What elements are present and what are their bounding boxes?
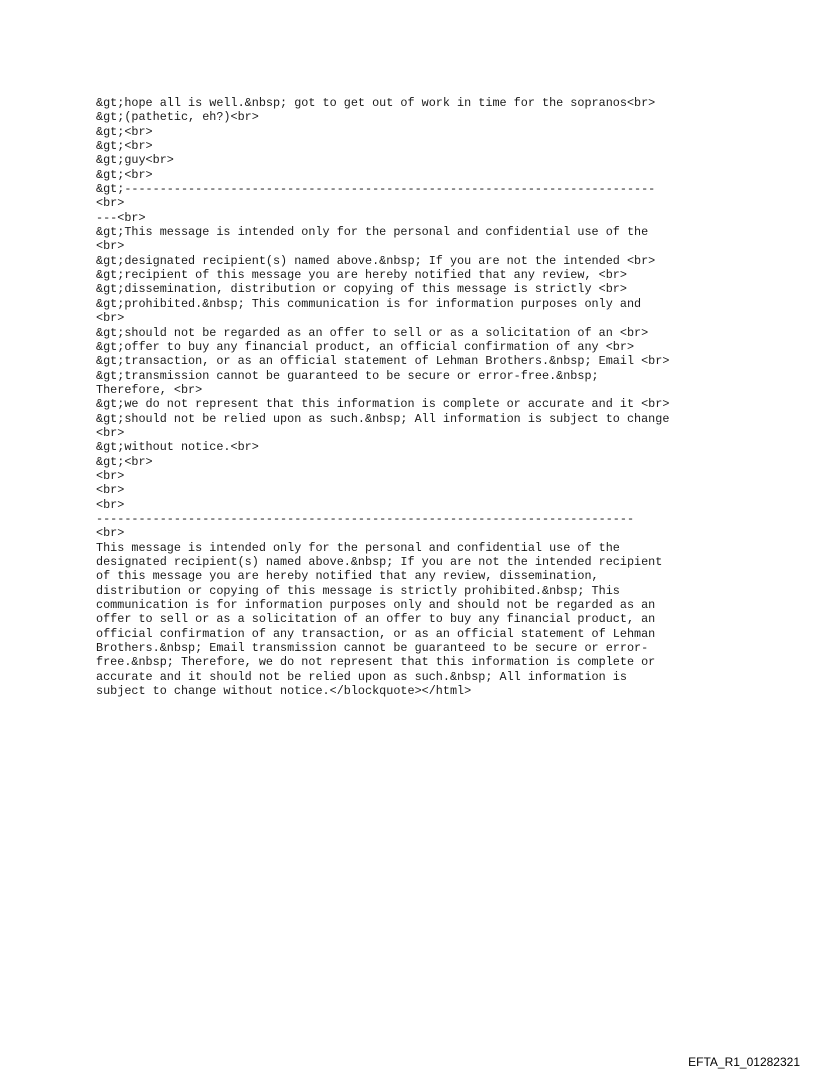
text-line: &gt;without notice.<br>	[96, 440, 259, 455]
disclaimer-line: Brothers.&nbsp; Email transmission cannot be guaranteed to be secure or error-	[96, 641, 649, 656]
text-line: &gt;should not be regarded as an offer to sell or as a solicitation of an <br>	[96, 325, 649, 340]
text-line: &gt;recipient of this message you are hereby notified that any review, <br>	[96, 268, 627, 283]
text-line: &gt;dissemination, distribution or copying of this message is strictly <br>	[96, 282, 627, 297]
disclaimer-line: accurate and it should not be relied upon as such.&nbsp; All information is	[96, 669, 627, 684]
text-line: <br>	[96, 425, 125, 440]
disclaimer-line: free.&nbsp; Therefore, we do not represent that this information is complete or	[96, 655, 656, 670]
text-line: &gt;we do not represent that this information is complete or accurate and it <br>	[96, 397, 670, 412]
text-line: &gt;transmission cannot be guaranteed to be secure or error-free.&nbsp;	[96, 368, 599, 383]
text-line: ---<br>	[96, 210, 146, 225]
text-line: &gt;<br>	[96, 167, 153, 182]
disclaimer-line: offer to sell or as a solicitation of an offer to buy any financial product, an	[96, 612, 656, 627]
text-line: <br>	[96, 311, 125, 326]
text-line: &gt;prohibited.&nbsp; This communication is for information purposes only and	[96, 296, 642, 311]
text-line: <br>	[96, 196, 125, 211]
email-text-body	[96, 96, 736, 698]
text-line: &gt;(pathetic, eh?)<br>	[96, 110, 259, 125]
document-id-label: EFTA_R1_01282321	[688, 1055, 800, 1069]
disclaimer-line: of this message you are hereby notified that any review, dissemination,	[96, 569, 599, 584]
disclaimer-line: distribution or copying of this message is strictly prohibited.&nbsp; This	[96, 583, 620, 598]
text-line: &gt;should not be relied upon as such.&nbsp; All information is subject to change	[96, 411, 670, 426]
text-line: &gt;---------------------------------------------------------------------------	[96, 182, 656, 197]
text-line: &gt;transaction, or as an official statement of Lehman Brothers.&nbsp; Email <br>	[96, 354, 670, 369]
text-line: <br>	[96, 239, 125, 254]
text-line: &gt;<br>	[96, 124, 153, 139]
text-line: &gt;hope all is well.&nbsp; got to get out of work in time for the sopranos<br>	[96, 96, 656, 110]
disclaimer-line: subject to change without notice.</blockquote></html>	[96, 684, 472, 699]
disclaimer-line: communication is for information purposes only and should not be regarded as an	[96, 598, 656, 613]
text-line: &gt;<br>	[96, 139, 153, 154]
text-line: Therefore, <br>	[96, 382, 203, 397]
text-line: &gt;designated recipient(s) named above.&nbsp; If you are not the intended <br>	[96, 253, 656, 268]
text-line: <br>	[96, 526, 125, 541]
text-line: &gt;This message is intended only for the personal and confidential use of the	[96, 225, 649, 240]
disclaimer-line: designated recipient(s) named above.&nbsp; If you are not the intended recipient	[96, 555, 663, 569]
disclaimer-line: official confirmation of any transaction, or as an official statement of Lehman	[96, 626, 656, 641]
text-line: &gt;offer to buy any financial product, an official confirmation of any <br>	[96, 339, 635, 354]
text-line: <br>	[96, 483, 125, 498]
separator-line: ----------------------------------------------------------------------------	[96, 511, 635, 526]
text-line: <br>	[96, 497, 125, 512]
text-line: &gt;guy<br>	[96, 153, 174, 168]
text-line: <br>	[96, 468, 125, 483]
disclaimer-line: This message is intended only for the personal and confidential use of the	[96, 540, 620, 555]
text-line: &gt;<br>	[96, 454, 153, 469]
